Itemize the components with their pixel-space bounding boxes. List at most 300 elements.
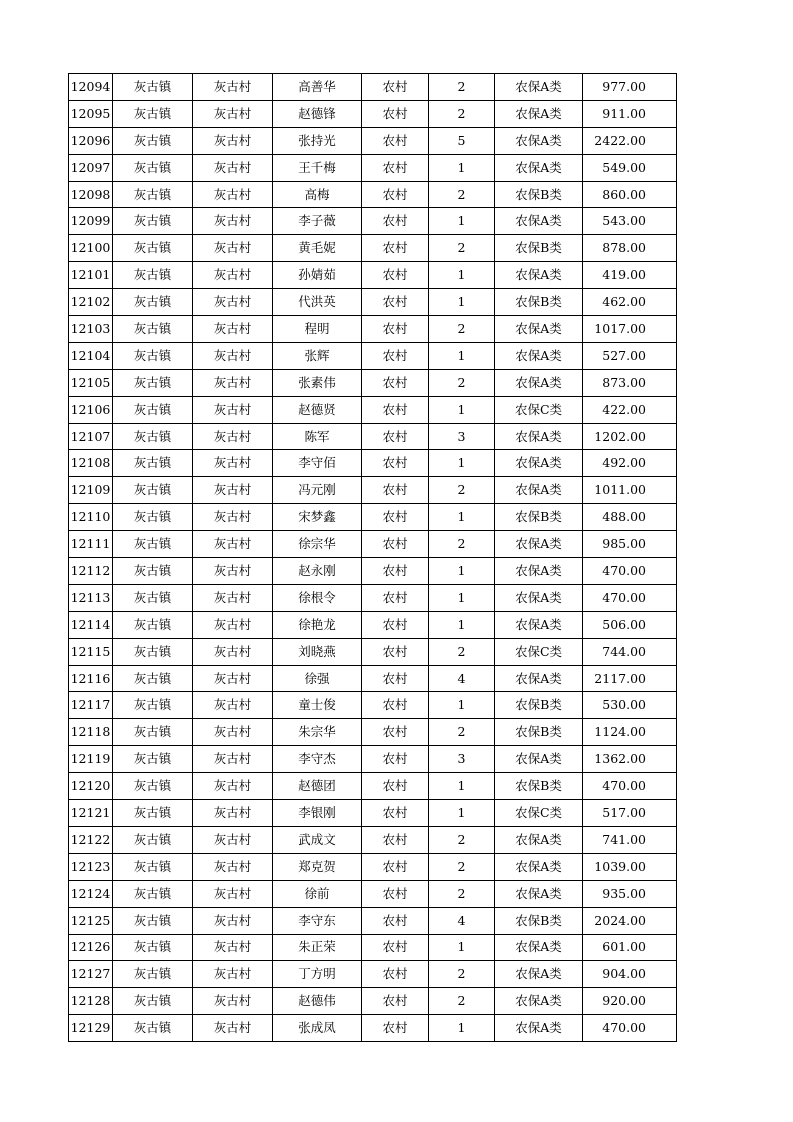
village-cell: 灰古村 bbox=[193, 208, 273, 235]
insurance-category-cell: 农保A类 bbox=[495, 1015, 583, 1042]
name-cell: 郑克贺 bbox=[273, 853, 362, 880]
area-type-cell: 农村 bbox=[362, 369, 429, 396]
area-type-cell: 农村 bbox=[362, 584, 429, 611]
insurance-category-cell: 农保A类 bbox=[495, 154, 583, 181]
village-cell: 灰古村 bbox=[193, 988, 273, 1015]
town-cell: 灰古镇 bbox=[113, 423, 193, 450]
area-type-cell: 农村 bbox=[362, 208, 429, 235]
insurance-category-cell: 农保A类 bbox=[495, 477, 583, 504]
table-row bbox=[69, 208, 677, 235]
area-type-cell: 农村 bbox=[362, 531, 429, 558]
insurance-category-cell: 农保A类 bbox=[495, 988, 583, 1015]
town-cell: 灰古镇 bbox=[113, 181, 193, 208]
town-cell: 灰古镇 bbox=[113, 531, 193, 558]
name-cell: 朱宗华 bbox=[273, 719, 362, 746]
town-cell: 灰古镇 bbox=[113, 235, 193, 262]
area-type-cell: 农村 bbox=[362, 504, 429, 531]
amount-cell: 470.00 bbox=[583, 773, 677, 800]
amount-cell: 744.00 bbox=[583, 638, 677, 665]
amount-cell: 506.00 bbox=[583, 611, 677, 638]
name-cell: 张素伟 bbox=[273, 369, 362, 396]
insurance-category-cell: 农保A类 bbox=[495, 558, 583, 585]
insurance-category-cell: 农保B类 bbox=[495, 235, 583, 262]
name-cell: 赵德锋 bbox=[273, 100, 362, 127]
amount-cell: 422.00 bbox=[583, 396, 677, 423]
insurance-category-cell: 农保A类 bbox=[495, 342, 583, 369]
insurance-category-cell: 农保A类 bbox=[495, 961, 583, 988]
village-cell: 灰古村 bbox=[193, 611, 273, 638]
household-size-cell: 1 bbox=[429, 342, 495, 369]
record-number-cell: 12128 bbox=[69, 988, 113, 1015]
name-cell: 朱正荣 bbox=[273, 934, 362, 961]
household-size-cell: 1 bbox=[429, 450, 495, 477]
amount-cell: 985.00 bbox=[583, 531, 677, 558]
name-cell: 李银刚 bbox=[273, 800, 362, 827]
area-type-cell: 农村 bbox=[362, 665, 429, 692]
record-number-cell: 12095 bbox=[69, 100, 113, 127]
insurance-category-cell: 农保C类 bbox=[495, 638, 583, 665]
town-cell: 灰古镇 bbox=[113, 504, 193, 531]
town-cell: 灰古镇 bbox=[113, 773, 193, 800]
record-number-cell: 12104 bbox=[69, 342, 113, 369]
household-size-cell: 2 bbox=[429, 235, 495, 262]
village-cell: 灰古村 bbox=[193, 880, 273, 907]
amount-cell: 462.00 bbox=[583, 289, 677, 316]
name-cell: 黄毛妮 bbox=[273, 235, 362, 262]
table-row bbox=[69, 369, 677, 396]
town-cell: 灰古镇 bbox=[113, 262, 193, 289]
table-row bbox=[69, 853, 677, 880]
town-cell: 灰古镇 bbox=[113, 826, 193, 853]
name-cell: 李守佰 bbox=[273, 450, 362, 477]
insurance-category-cell: 农保A类 bbox=[495, 853, 583, 880]
insurance-category-cell: 农保A类 bbox=[495, 74, 583, 101]
record-number-cell: 12109 bbox=[69, 477, 113, 504]
table-row bbox=[69, 826, 677, 853]
record-number-cell: 12112 bbox=[69, 558, 113, 585]
table-row bbox=[69, 342, 677, 369]
record-number-cell: 12118 bbox=[69, 719, 113, 746]
insurance-category-cell: 农保A类 bbox=[495, 369, 583, 396]
table-row bbox=[69, 235, 677, 262]
village-cell: 灰古村 bbox=[193, 100, 273, 127]
area-type-cell: 农村 bbox=[362, 235, 429, 262]
table-row bbox=[69, 127, 677, 154]
table-row bbox=[69, 934, 677, 961]
area-type-cell: 农村 bbox=[362, 773, 429, 800]
household-size-cell: 2 bbox=[429, 74, 495, 101]
name-cell: 冯元刚 bbox=[273, 477, 362, 504]
household-size-cell: 1 bbox=[429, 934, 495, 961]
amount-cell: 2024.00 bbox=[583, 907, 677, 934]
amount-cell: 741.00 bbox=[583, 826, 677, 853]
table-row bbox=[69, 181, 677, 208]
amount-cell: 488.00 bbox=[583, 504, 677, 531]
name-cell: 徐宗华 bbox=[273, 531, 362, 558]
household-size-cell: 2 bbox=[429, 719, 495, 746]
town-cell: 灰古镇 bbox=[113, 611, 193, 638]
household-size-cell: 2 bbox=[429, 988, 495, 1015]
village-cell: 灰古村 bbox=[193, 961, 273, 988]
table-row bbox=[69, 880, 677, 907]
amount-cell: 1124.00 bbox=[583, 719, 677, 746]
record-number-cell: 12119 bbox=[69, 746, 113, 773]
roster-body bbox=[69, 74, 677, 1042]
village-cell: 灰古村 bbox=[193, 1015, 273, 1042]
town-cell: 灰古镇 bbox=[113, 934, 193, 961]
area-type-cell: 农村 bbox=[362, 800, 429, 827]
area-type-cell: 农村 bbox=[362, 342, 429, 369]
insurance-category-cell: 农保A类 bbox=[495, 208, 583, 235]
village-cell: 灰古村 bbox=[193, 558, 273, 585]
insurance-category-cell: 农保A类 bbox=[495, 880, 583, 907]
household-size-cell: 1 bbox=[429, 262, 495, 289]
village-cell: 灰古村 bbox=[193, 181, 273, 208]
area-type-cell: 农村 bbox=[362, 423, 429, 450]
household-size-cell: 2 bbox=[429, 477, 495, 504]
insurance-category-cell: 农保B类 bbox=[495, 773, 583, 800]
name-cell: 代洪英 bbox=[273, 289, 362, 316]
table-row bbox=[69, 531, 677, 558]
town-cell: 灰古镇 bbox=[113, 719, 193, 746]
insurance-category-cell: 农保A类 bbox=[495, 262, 583, 289]
amount-cell: 2422.00 bbox=[583, 127, 677, 154]
record-number-cell: 12102 bbox=[69, 289, 113, 316]
town-cell: 灰古镇 bbox=[113, 665, 193, 692]
amount-cell: 1017.00 bbox=[583, 316, 677, 343]
name-cell: 赵德团 bbox=[273, 773, 362, 800]
amount-cell: 492.00 bbox=[583, 450, 677, 477]
table-row bbox=[69, 665, 677, 692]
area-type-cell: 农村 bbox=[362, 692, 429, 719]
amount-cell: 1011.00 bbox=[583, 477, 677, 504]
town-cell: 灰古镇 bbox=[113, 127, 193, 154]
village-cell: 灰古村 bbox=[193, 289, 273, 316]
town-cell: 灰古镇 bbox=[113, 369, 193, 396]
name-cell: 王千梅 bbox=[273, 154, 362, 181]
household-size-cell: 5 bbox=[429, 127, 495, 154]
insurance-category-cell: 农保C类 bbox=[495, 800, 583, 827]
town-cell: 灰古镇 bbox=[113, 692, 193, 719]
record-number-cell: 12094 bbox=[69, 74, 113, 101]
insurance-category-cell: 农保A类 bbox=[495, 127, 583, 154]
name-cell: 张辉 bbox=[273, 342, 362, 369]
insurance-category-cell: 农保A类 bbox=[495, 934, 583, 961]
household-size-cell: 1 bbox=[429, 208, 495, 235]
table-row bbox=[69, 396, 677, 423]
area-type-cell: 农村 bbox=[362, 1015, 429, 1042]
table-row bbox=[69, 74, 677, 101]
insurance-category-cell: 农保B类 bbox=[495, 907, 583, 934]
amount-cell: 904.00 bbox=[583, 961, 677, 988]
table-row bbox=[69, 638, 677, 665]
household-size-cell: 1 bbox=[429, 611, 495, 638]
record-number-cell: 12100 bbox=[69, 235, 113, 262]
household-size-cell: 3 bbox=[429, 746, 495, 773]
name-cell: 李守东 bbox=[273, 907, 362, 934]
area-type-cell: 农村 bbox=[362, 289, 429, 316]
name-cell: 张成凤 bbox=[273, 1015, 362, 1042]
village-cell: 灰古村 bbox=[193, 584, 273, 611]
table-row bbox=[69, 450, 677, 477]
amount-cell: 1202.00 bbox=[583, 423, 677, 450]
table-row bbox=[69, 907, 677, 934]
village-cell: 灰古村 bbox=[193, 423, 273, 450]
insurance-category-cell: 农保A类 bbox=[495, 665, 583, 692]
name-cell: 徐强 bbox=[273, 665, 362, 692]
household-size-cell: 2 bbox=[429, 853, 495, 880]
amount-cell: 517.00 bbox=[583, 800, 677, 827]
table-row bbox=[69, 988, 677, 1015]
amount-cell: 419.00 bbox=[583, 262, 677, 289]
town-cell: 灰古镇 bbox=[113, 638, 193, 665]
table-row bbox=[69, 262, 677, 289]
name-cell: 赵德伟 bbox=[273, 988, 362, 1015]
amount-cell: 543.00 bbox=[583, 208, 677, 235]
name-cell: 徐根令 bbox=[273, 584, 362, 611]
area-type-cell: 农村 bbox=[362, 154, 429, 181]
area-type-cell: 农村 bbox=[362, 638, 429, 665]
household-size-cell: 2 bbox=[429, 880, 495, 907]
town-cell: 灰古镇 bbox=[113, 396, 193, 423]
area-type-cell: 农村 bbox=[362, 853, 429, 880]
record-number-cell: 12096 bbox=[69, 127, 113, 154]
town-cell: 灰古镇 bbox=[113, 558, 193, 585]
name-cell: 丁方明 bbox=[273, 961, 362, 988]
town-cell: 灰古镇 bbox=[113, 988, 193, 1015]
area-type-cell: 农村 bbox=[362, 558, 429, 585]
record-number-cell: 12115 bbox=[69, 638, 113, 665]
record-number-cell: 12098 bbox=[69, 181, 113, 208]
town-cell: 灰古镇 bbox=[113, 154, 193, 181]
town-cell: 灰古镇 bbox=[113, 1015, 193, 1042]
record-number-cell: 12106 bbox=[69, 396, 113, 423]
name-cell: 赵永刚 bbox=[273, 558, 362, 585]
area-type-cell: 农村 bbox=[362, 880, 429, 907]
insurance-category-cell: 农保A类 bbox=[495, 423, 583, 450]
amount-cell: 470.00 bbox=[583, 584, 677, 611]
record-number-cell: 12129 bbox=[69, 1015, 113, 1042]
area-type-cell: 农村 bbox=[362, 74, 429, 101]
amount-cell: 470.00 bbox=[583, 1015, 677, 1042]
name-cell: 武成文 bbox=[273, 826, 362, 853]
record-number-cell: 12117 bbox=[69, 692, 113, 719]
record-number-cell: 12110 bbox=[69, 504, 113, 531]
record-number-cell: 12126 bbox=[69, 934, 113, 961]
household-size-cell: 2 bbox=[429, 369, 495, 396]
household-size-cell: 2 bbox=[429, 961, 495, 988]
town-cell: 灰古镇 bbox=[113, 100, 193, 127]
area-type-cell: 农村 bbox=[362, 127, 429, 154]
town-cell: 灰古镇 bbox=[113, 289, 193, 316]
record-number-cell: 12120 bbox=[69, 773, 113, 800]
village-cell: 灰古村 bbox=[193, 746, 273, 773]
household-size-cell: 3 bbox=[429, 423, 495, 450]
record-number-cell: 12097 bbox=[69, 154, 113, 181]
insurance-category-cell: 农保A类 bbox=[495, 316, 583, 343]
amount-cell: 470.00 bbox=[583, 558, 677, 585]
insurance-category-cell: 农保B类 bbox=[495, 719, 583, 746]
insurance-category-cell: 农保A类 bbox=[495, 100, 583, 127]
name-cell: 程明 bbox=[273, 316, 362, 343]
village-cell: 灰古村 bbox=[193, 907, 273, 934]
area-type-cell: 农村 bbox=[362, 477, 429, 504]
area-type-cell: 农村 bbox=[362, 611, 429, 638]
amount-cell: 2117.00 bbox=[583, 665, 677, 692]
table-row bbox=[69, 746, 677, 773]
amount-cell: 549.00 bbox=[583, 154, 677, 181]
household-size-cell: 1 bbox=[429, 396, 495, 423]
table-row bbox=[69, 1015, 677, 1042]
record-number-cell: 12113 bbox=[69, 584, 113, 611]
household-size-cell: 1 bbox=[429, 558, 495, 585]
area-type-cell: 农村 bbox=[362, 100, 429, 127]
village-cell: 灰古村 bbox=[193, 800, 273, 827]
name-cell: 赵德贤 bbox=[273, 396, 362, 423]
area-type-cell: 农村 bbox=[362, 396, 429, 423]
area-type-cell: 农村 bbox=[362, 181, 429, 208]
record-number-cell: 12122 bbox=[69, 826, 113, 853]
insurance-category-cell: 农保A类 bbox=[495, 826, 583, 853]
amount-cell: 977.00 bbox=[583, 74, 677, 101]
amount-cell: 911.00 bbox=[583, 100, 677, 127]
insurance-category-cell: 农保B类 bbox=[495, 289, 583, 316]
name-cell: 宋梦鑫 bbox=[273, 504, 362, 531]
amount-cell: 920.00 bbox=[583, 988, 677, 1015]
household-size-cell: 1 bbox=[429, 773, 495, 800]
amount-cell: 935.00 bbox=[583, 880, 677, 907]
town-cell: 灰古镇 bbox=[113, 907, 193, 934]
household-size-cell: 4 bbox=[429, 907, 495, 934]
table-row bbox=[69, 289, 677, 316]
insurance-category-cell: 农保B类 bbox=[495, 504, 583, 531]
household-size-cell: 1 bbox=[429, 692, 495, 719]
village-cell: 灰古村 bbox=[193, 638, 273, 665]
amount-cell: 530.00 bbox=[583, 692, 677, 719]
insurance-category-cell: 农保B类 bbox=[495, 692, 583, 719]
area-type-cell: 农村 bbox=[362, 907, 429, 934]
table-row bbox=[69, 692, 677, 719]
record-number-cell: 12107 bbox=[69, 423, 113, 450]
record-number-cell: 12105 bbox=[69, 369, 113, 396]
household-size-cell: 2 bbox=[429, 100, 495, 127]
area-type-cell: 农村 bbox=[362, 826, 429, 853]
name-cell: 张持光 bbox=[273, 127, 362, 154]
area-type-cell: 农村 bbox=[362, 450, 429, 477]
amount-cell: 527.00 bbox=[583, 342, 677, 369]
village-cell: 灰古村 bbox=[193, 369, 273, 396]
area-type-cell: 农村 bbox=[362, 988, 429, 1015]
village-cell: 灰古村 bbox=[193, 154, 273, 181]
village-cell: 灰古村 bbox=[193, 934, 273, 961]
village-cell: 灰古村 bbox=[193, 235, 273, 262]
town-cell: 灰古镇 bbox=[113, 746, 193, 773]
table-row bbox=[69, 800, 677, 827]
area-type-cell: 农村 bbox=[362, 719, 429, 746]
table-row bbox=[69, 423, 677, 450]
household-size-cell: 1 bbox=[429, 1015, 495, 1042]
record-number-cell: 12103 bbox=[69, 316, 113, 343]
village-cell: 灰古村 bbox=[193, 665, 273, 692]
village-cell: 灰古村 bbox=[193, 450, 273, 477]
name-cell: 孙婧茹 bbox=[273, 262, 362, 289]
area-type-cell: 农村 bbox=[362, 934, 429, 961]
household-size-cell: 1 bbox=[429, 154, 495, 181]
amount-cell: 878.00 bbox=[583, 235, 677, 262]
household-size-cell: 2 bbox=[429, 531, 495, 558]
town-cell: 灰古镇 bbox=[113, 342, 193, 369]
record-number-cell: 12125 bbox=[69, 907, 113, 934]
amount-cell: 1039.00 bbox=[583, 853, 677, 880]
table-row bbox=[69, 773, 677, 800]
insurance-category-cell: 农保A类 bbox=[495, 611, 583, 638]
table-row bbox=[69, 504, 677, 531]
insurance-category-cell: 农保A类 bbox=[495, 746, 583, 773]
village-cell: 灰古村 bbox=[193, 74, 273, 101]
town-cell: 灰古镇 bbox=[113, 74, 193, 101]
record-number-cell: 12099 bbox=[69, 208, 113, 235]
name-cell: 高梅 bbox=[273, 181, 362, 208]
table-row bbox=[69, 477, 677, 504]
name-cell: 童士俊 bbox=[273, 692, 362, 719]
village-cell: 灰古村 bbox=[193, 531, 273, 558]
household-size-cell: 1 bbox=[429, 800, 495, 827]
town-cell: 灰古镇 bbox=[113, 450, 193, 477]
name-cell: 陈军 bbox=[273, 423, 362, 450]
area-type-cell: 农村 bbox=[362, 746, 429, 773]
village-cell: 灰古村 bbox=[193, 127, 273, 154]
household-size-cell: 4 bbox=[429, 665, 495, 692]
village-cell: 灰古村 bbox=[193, 477, 273, 504]
name-cell: 徐艳龙 bbox=[273, 611, 362, 638]
record-number-cell: 12114 bbox=[69, 611, 113, 638]
insurance-category-cell: 农保A类 bbox=[495, 531, 583, 558]
insurance-category-cell: 农保C类 bbox=[495, 396, 583, 423]
record-number-cell: 12121 bbox=[69, 800, 113, 827]
village-cell: 灰古村 bbox=[193, 504, 273, 531]
area-type-cell: 农村 bbox=[362, 961, 429, 988]
record-number-cell: 12127 bbox=[69, 961, 113, 988]
name-cell: 高善华 bbox=[273, 74, 362, 101]
table-row bbox=[69, 316, 677, 343]
amount-cell: 601.00 bbox=[583, 934, 677, 961]
household-size-cell: 2 bbox=[429, 316, 495, 343]
name-cell: 徐前 bbox=[273, 880, 362, 907]
record-number-cell: 12124 bbox=[69, 880, 113, 907]
insurance-category-cell: 农保A类 bbox=[495, 450, 583, 477]
town-cell: 灰古镇 bbox=[113, 208, 193, 235]
town-cell: 灰古镇 bbox=[113, 880, 193, 907]
household-size-cell: 2 bbox=[429, 638, 495, 665]
insurance-category-cell: 农保A类 bbox=[495, 584, 583, 611]
table-row bbox=[69, 961, 677, 988]
name-cell: 李子薇 bbox=[273, 208, 362, 235]
record-number-cell: 12111 bbox=[69, 531, 113, 558]
amount-cell: 860.00 bbox=[583, 181, 677, 208]
table-row bbox=[69, 719, 677, 746]
amount-cell: 873.00 bbox=[583, 369, 677, 396]
village-cell: 灰古村 bbox=[193, 692, 273, 719]
name-cell: 李守杰 bbox=[273, 746, 362, 773]
record-number-cell: 12123 bbox=[69, 853, 113, 880]
table-row bbox=[69, 611, 677, 638]
table-row bbox=[69, 100, 677, 127]
household-size-cell: 2 bbox=[429, 826, 495, 853]
name-cell: 刘晓燕 bbox=[273, 638, 362, 665]
town-cell: 灰古镇 bbox=[113, 800, 193, 827]
town-cell: 灰古镇 bbox=[113, 477, 193, 504]
record-number-cell: 12101 bbox=[69, 262, 113, 289]
